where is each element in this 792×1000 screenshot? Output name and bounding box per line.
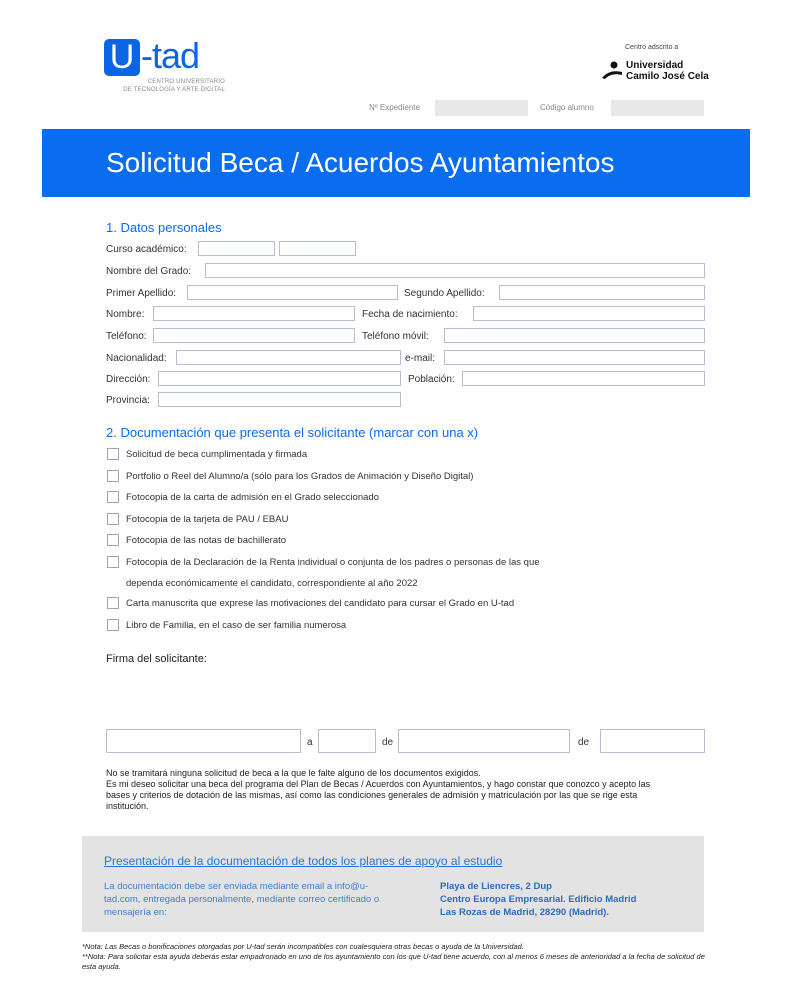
segundo-apellido-label: Segundo Apellido: — [404, 288, 485, 299]
poblacion-field[interactable] — [462, 371, 705, 386]
utad-logo-subtitle: CENTRO UNIVERSITARIO DE TECNOLOGÍA Y ARTE DIGITAL — [123, 79, 225, 93]
nombre-field[interactable] — [153, 306, 355, 321]
curso-label: Curso académico: — [106, 244, 187, 255]
utad-logo: U — [104, 39, 140, 76]
utad-logo-text: -tad — [141, 35, 200, 76]
codigo-alumno-label: Código alumno — [540, 103, 594, 112]
fecha-nacimiento-label: Fecha de nacimiento: — [362, 309, 458, 320]
nacionalidad-label: Nacionalidad: — [106, 353, 167, 364]
telefono-field[interactable] — [153, 328, 355, 343]
poblacion-label: Población: — [408, 374, 455, 385]
checkbox-solicitud[interactable] — [107, 448, 119, 460]
signature-day-field[interactable] — [318, 729, 376, 753]
expediente-field[interactable] — [435, 100, 528, 116]
submission-info-title[interactable]: Presentación de la documentación de todos los planes de apoyo al estudio — [104, 854, 503, 868]
nombre-label: Nombre: — [106, 309, 145, 320]
telefono-label: Teléfono: — [106, 331, 147, 342]
ucjc-logo-icon — [601, 60, 623, 80]
submission-instructions: La documentación debe ser enviada mediante email a info@u-tad.com, entregada personalmente, mediante correo certificado o mensajería en: — [104, 881, 380, 918]
checkbox-label: Fotocopia de las notas de bachillerato — [126, 535, 287, 546]
primer-apellido-field[interactable] — [187, 285, 398, 300]
checkbox-notas-bachillerato[interactable] — [107, 534, 119, 546]
footnotes — [82, 942, 712, 972]
checkbox-label: Fotocopia de la Declaración de la Renta individual o conjunta de los padres o personas de las que — [126, 557, 540, 568]
checkbox-libro-familia[interactable] — [107, 619, 119, 631]
firma-label: Firma del solicitante: — [106, 653, 207, 665]
signature-year-field[interactable] — [600, 729, 705, 753]
checkbox-label: Fotocopia de la carta de admisión en el Grado seleccionado — [126, 492, 379, 503]
note-line-1: No se tramitará ninguna solicitud de beca a la que le falte alguno de los documentos exigidos. — [106, 768, 481, 778]
ucjc-logo: Universidad Camilo José Cela — [626, 60, 709, 82]
checkbox-label: Fotocopia de la tarjeta de PAU / EBAU — [126, 514, 289, 525]
curso-field-2[interactable] — [279, 241, 356, 256]
section-personal-data-title: 1. Datos personales — [106, 220, 222, 235]
checkbox-carta-manuscrita[interactable] — [107, 597, 119, 609]
checkbox-carta-admision[interactable] — [107, 491, 119, 503]
email-field[interactable] — [444, 350, 705, 365]
checkbox-declaracion-renta[interactable] — [107, 556, 119, 568]
email-label: e-mail: — [405, 353, 436, 364]
page-title: Solicitud Beca / Acuerdos Ayuntamientos — [106, 147, 615, 178]
signature-de-label: de — [578, 737, 590, 748]
note-line-2: Es mi deseo solicitar una beca del programa del Plan de Becas / Acuerdos con Ayuntamientos, y hago constar que conozco y acepto las bases y criterios de dotación de las mismas, así como las condiciones generales de admisión y matriculación por las que se rige esta institución. — [106, 779, 651, 811]
codigo-alumno-field[interactable] — [611, 100, 704, 116]
provincia-field[interactable] — [158, 392, 401, 407]
checkbox-label: Libro de Familia, en el caso de ser familia numerosa — [126, 620, 347, 631]
adscrito-label: Centro adscrito a — [625, 44, 679, 51]
segundo-apellido-field[interactable] — [499, 285, 705, 300]
legal-notes — [106, 768, 666, 812]
direccion-field[interactable] — [158, 371, 401, 386]
nacionalidad-field[interactable] — [176, 350, 401, 365]
direccion-label: Dirección: — [106, 374, 151, 385]
telefono-movil-field[interactable] — [444, 328, 705, 343]
checkbox-label: Carta manuscrita que exprese las motivaciones del candidato para cursar el Grado en U-tad — [126, 598, 515, 609]
footnote-1: *Nota: Las Becas o bonificaciones otorgadas por U-tad serán incompatibles con cualesquiera otras becas o ayuda de la Universidad. — [82, 942, 524, 951]
signature-de-label: de — [382, 737, 394, 748]
section-documentation-title: 2. Documentación que presenta el solicitante (marcar con una x) — [106, 425, 479, 440]
grado-field[interactable] — [205, 263, 705, 278]
submission-address: Playa de Liencres, 2 Dup Centro Europa Empresarial. Edificio Madrid Las Rozas de Madrid, 28290 (Madrid). — [440, 881, 637, 918]
primer-apellido-label: Primer Apellido: — [106, 288, 177, 299]
expediente-label: Nº Expediente — [369, 103, 420, 112]
checkbox-tarjeta-pau[interactable] — [107, 513, 119, 525]
signature-a-label: a — [307, 737, 313, 748]
provincia-label: Provincia: — [106, 395, 150, 406]
signature-month-field[interactable] — [398, 729, 570, 753]
signature-place-field[interactable] — [106, 729, 301, 753]
curso-field-1[interactable] — [198, 241, 275, 256]
checkbox-label-continuation: dependa económicamente el candidato, correspondiente al año 2022 — [126, 578, 418, 589]
fecha-nacimiento-field[interactable] — [473, 306, 705, 321]
grado-label: Nombre del Grado: — [106, 266, 192, 277]
checkbox-portfolio[interactable] — [107, 470, 119, 482]
checkbox-label: Solicitud de beca cumplimentada y firmada — [126, 449, 308, 460]
checkbox-label: Portfolio o Reel del Alumno/a (sólo para los Grados de Animación y Diseño Digital) — [126, 471, 474, 482]
telefono-movil-label: Teléfono móvil: — [362, 331, 429, 342]
footnote-2: **Nota: Para solicitar esta ayuda deberás estar empadronado en uno de los ayuntamiento con los que U-tad tiene acuerdo, con al menos 6 meses de anterioridad a la fecha de solicitud de esta ayuda. — [82, 952, 705, 971]
